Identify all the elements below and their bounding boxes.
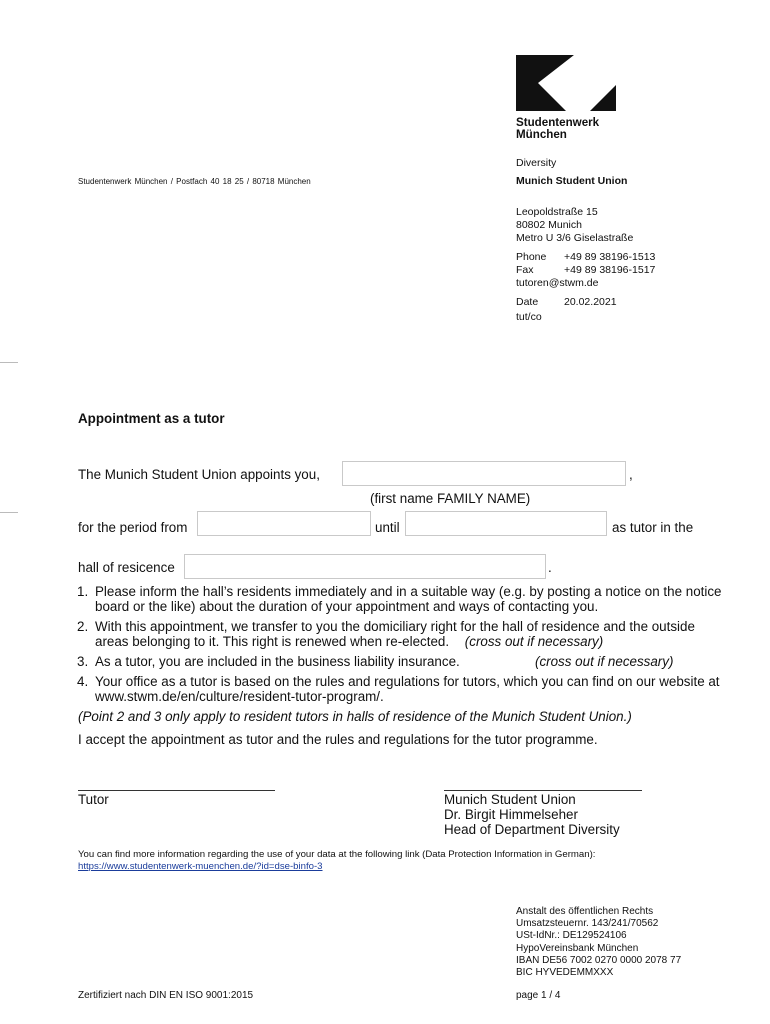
- hall-input[interactable]: [184, 554, 546, 579]
- appoints-label: The Munich Student Union appoints you,: [78, 467, 320, 482]
- legal-line: BIC HYVEDEMMXXX: [516, 967, 614, 979]
- date-label: Date: [516, 296, 539, 308]
- union-signature-block: [444, 792, 620, 837]
- page-title: Appointment as a tutor: [78, 411, 225, 426]
- studentenwerk-logo-icon: [516, 55, 616, 111]
- logo-text-line1: Studentenwerk: [516, 116, 600, 129]
- legal-line: Umsatzsteuernr. 143/241/70562: [516, 918, 659, 930]
- address-block: [516, 206, 633, 245]
- hall-label: hall of resicence: [78, 560, 175, 575]
- list-item-text: With this appointment, we transfer to you the domiciliary right for the hall of residence and the outside areas belonging to it. This right is renewed when re-elected.: [95, 619, 695, 649]
- tutor-signature-label: Tutor: [78, 792, 109, 807]
- fax-label: Fax: [516, 264, 534, 276]
- list-item: [77, 654, 727, 669]
- privacy-text: You can find more information regarding the use of your data at the following link (Data Protection Information in German):: [78, 849, 596, 860]
- list-item-text: Please inform the hall’s residents immediately and in a suitable way (e.g. by posting a notice on the notice board or the like) about the duration of your appointment and ways of contacting you.: [95, 584, 722, 614]
- appoints-suffix: ,: [629, 467, 633, 482]
- tutor-signature-line: [78, 790, 275, 791]
- period-until-input[interactable]: [405, 511, 607, 536]
- union-signature-line-text: Munich Student Union: [444, 792, 576, 807]
- union-signature-line-text: Head of Department Diversity: [444, 822, 620, 837]
- organization: Munich Student Union: [516, 175, 628, 187]
- list-item-number: 4.: [77, 674, 89, 689]
- date-value: 20.02.2021: [564, 296, 617, 308]
- hall-suffix: .: [548, 560, 552, 575]
- until-label: until: [375, 520, 400, 535]
- tutor-in-label: as tutor in the: [612, 520, 694, 535]
- email[interactable]: tutoren@stwm.de: [516, 277, 599, 289]
- period-from-input[interactable]: [197, 511, 371, 536]
- phone-value: +49 89 38196-1513: [564, 251, 656, 263]
- fold-mark-bottom: [0, 512, 18, 513]
- fax-value: +49 89 38196-1517: [564, 264, 656, 276]
- certification: Zertifiziert nach DIN EN ISO 9001:2015: [78, 990, 254, 1001]
- phone-label: Phone: [516, 251, 547, 263]
- list-item-number: 2.: [77, 619, 89, 634]
- address-line: 80802 Munich: [516, 219, 582, 231]
- fold-mark-top: [0, 362, 18, 363]
- department: Diversity: [516, 157, 557, 169]
- union-signature-line: [444, 790, 642, 791]
- name-hint: (first name FAMILY NAME): [370, 491, 531, 506]
- logo-text-line2: München: [516, 128, 567, 141]
- list-item-number: 3.: [77, 654, 89, 669]
- logo-text: [516, 117, 599, 141]
- sender-line: Studentenwerk München / Postfach 40 18 25 / 80718 München: [78, 177, 311, 186]
- legal-line: HypoVereinsbank München: [516, 942, 639, 954]
- conditions-list: [77, 584, 727, 709]
- list-item-text: Your office as a tutor is based on the rules and regulations for tutors, which you can find on our website at www.stwm.de/en/culture/resident-tutor-program/.: [95, 674, 720, 704]
- date-block: [516, 296, 617, 324]
- list-item-number: 1.: [77, 584, 89, 599]
- accept-text: I accept the appointment as tutor and the rules and regulations for the tutor programme.: [78, 732, 598, 747]
- legal-line: IBAN DE56 7002 0270 0000 2078 77: [516, 954, 682, 966]
- privacy-link[interactable]: https://www.studentenwerk-muenchen.de/?id=dse-binfo-3: [78, 861, 323, 872]
- period-label: for the period from: [78, 520, 188, 535]
- list-item-text: As a tutor, you are included in the business liability insurance.: [95, 654, 460, 669]
- list-item: [77, 619, 727, 649]
- list-item: [77, 584, 727, 614]
- privacy-block: [78, 849, 595, 873]
- address-line: Leopoldstraße 15: [516, 206, 598, 218]
- page-number: page 1 / 4: [516, 990, 561, 1001]
- contact-block: [516, 251, 655, 290]
- point-note: (Point 2 and 3 only apply to resident tutors in halls of residence of the Munich Student Union.): [78, 709, 632, 724]
- legal-line: USt-IdNr.: DE129524106: [516, 930, 627, 942]
- legal-block: [516, 906, 681, 979]
- list-item: [77, 674, 727, 704]
- address-line: Metro U 3/6 Giselastraße: [516, 232, 634, 244]
- reference: tut/co: [516, 311, 542, 323]
- list-item-note: (cross out if necessary): [535, 654, 674, 669]
- union-signature-line-text: Dr. Birgit Himmelseher: [444, 807, 578, 822]
- name-input[interactable]: [342, 461, 626, 486]
- list-item-note: (cross out if necessary): [464, 634, 604, 649]
- legal-line: Anstalt des öffentlichen Rechts: [516, 906, 654, 917]
